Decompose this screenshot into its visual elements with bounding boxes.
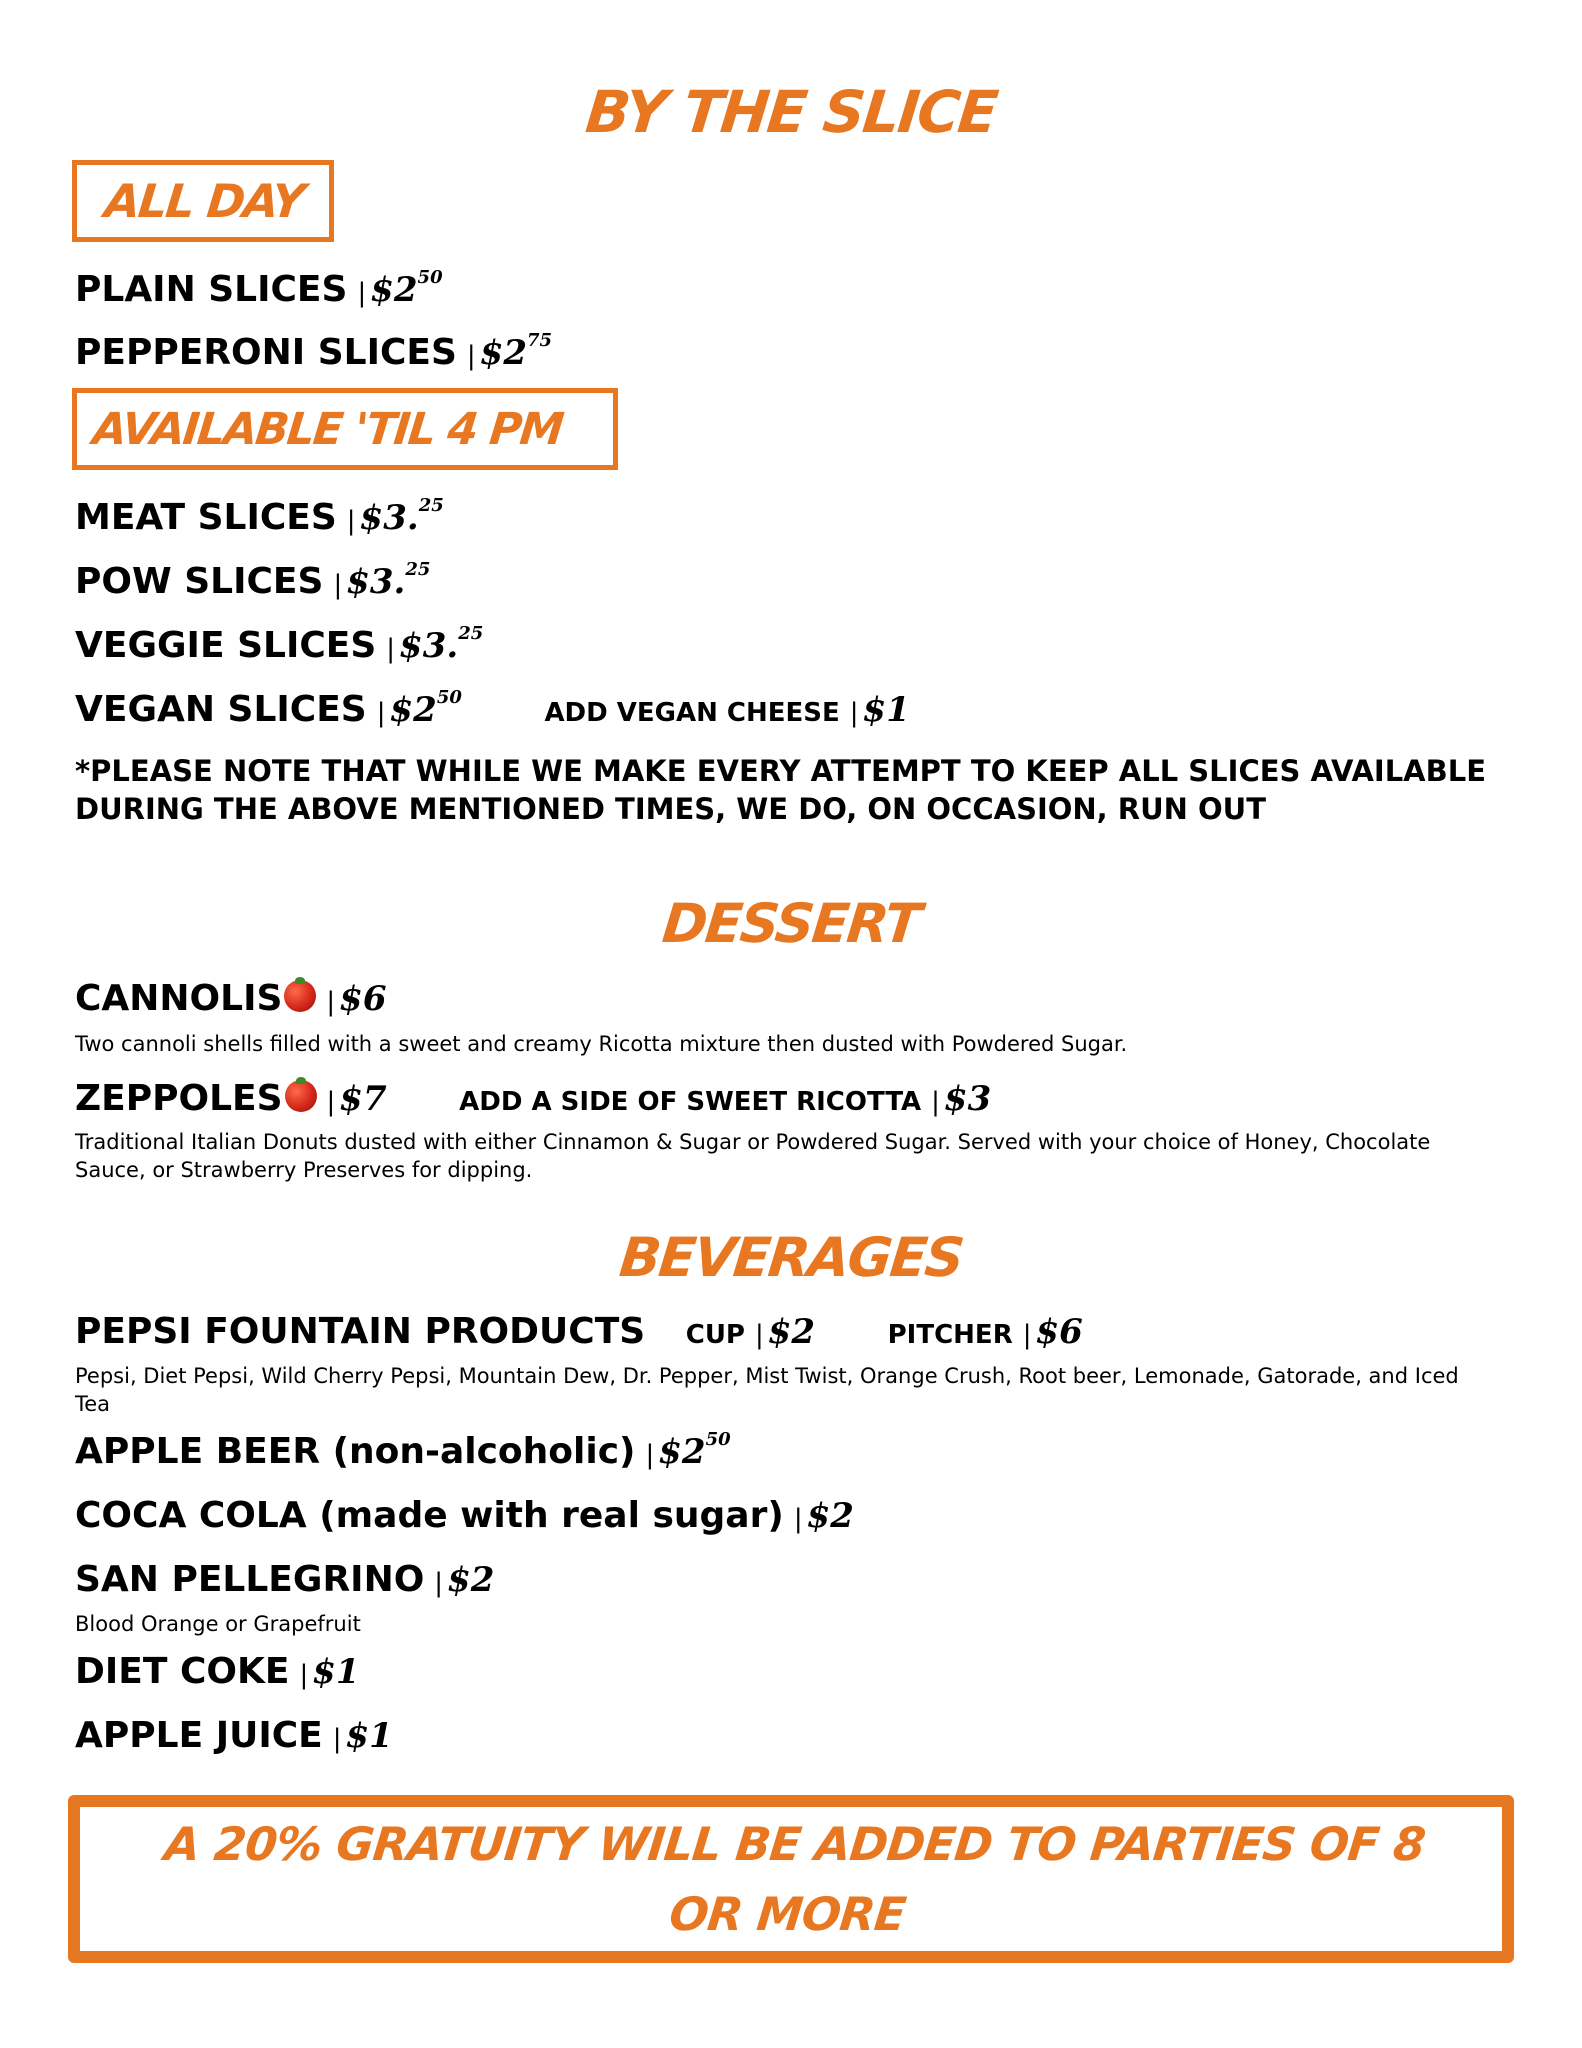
menu-item-zeppoles: ZEPPOLES | $7 ADD A SIDE OF SWEET RICOTTA | $3 [75,1078,992,1119]
addon-sweet-ricotta: ADD A SIDE OF SWEET RICOTTA | $3 [459,1079,992,1119]
addon-vegan-cheese: ADD VEGAN CHEESE | $1 [544,690,910,730]
pepsi-pitcher-price: PITCHER | $6 [887,1312,1083,1352]
san-pellegrino-description: Blood Orange or Grapefruit [75,1612,361,1636]
item-price: $1 [312,1652,360,1692]
menu-item-vegan-slices: VEGAN SLICES | $\$2^{50}$ ADD VEGAN CHEESE | $1 [75,686,910,730]
item-name: POW SLICES [75,561,324,602]
item-name: PLAIN SLICES [75,269,348,310]
menu-item-veggie-slices: VEGGIE SLICES | $3.25 [75,622,484,666]
menu-item-apple-juice: APPLE JUICE | $1 [75,1715,393,1756]
section-title-beverages: BEVERAGES [616,1226,966,1289]
menu-item-diet-coke: DIET COKE | $1 [75,1651,360,1692]
menu-item-plain-slices: PLAIN SLICES | $\$2^{50}$ [75,266,443,310]
all-day-heading-label: ALL DAY [102,174,306,228]
item-name: ZEPPOLES [75,1078,283,1119]
gratuity-notice: A 20% GRATUITY WILL BE ADDED TO PARTIES OF 8 OR MORE [161,1817,1428,1941]
menu-item-cannolis: CANNOLIS | $6 [75,978,387,1019]
item-name: PEPPERONI SLICES [75,332,457,373]
menu-item-pepperoni-slices: PEPPERONI SLICES | $\$2^{75}$ [75,329,553,373]
item-name: CANNOLIS [75,978,283,1019]
item-name: VEGAN SLICES [75,689,367,730]
item-price: $7 [339,1079,387,1119]
item-name: APPLE JUICE [75,1715,323,1756]
item-price: $3.25 [359,494,444,538]
menu-item-san-pellegrino: SAN PELLEGRINO | $2 [75,1559,495,1600]
item-price: $2 [806,1496,854,1536]
availability-note: *PLEASE NOTE THAT WHILE WE MAKE EVERY ATTEMPT TO KEEP ALL SLICES AVAILABLE DURING THE ABOVE MENTIONED TIMES, WE DO, ON OCCASION, RUN OUT [75,754,1487,826]
menu-item-pow-slices: POW SLICES | $3.25 [75,558,431,602]
tomato-icon [284,980,316,1012]
til-4pm-heading [72,388,618,470]
til-4pm-heading-label: AVAILABLE 'TIL 4 PM [90,403,565,455]
item-name: PEPSI FOUNTAIN PRODUCTS [75,1311,646,1352]
menu-item-apple-beer: APPLE BEER (non-alcoholic) | $\$2^{50}$ [75,1428,731,1472]
item-name: COCA COLA (made with real sugar) [75,1495,784,1536]
item-price: $\$2^{50}$ [658,1428,731,1472]
pepsi-cup-price: CUP | $2 [685,1312,816,1352]
tomato-icon [285,1080,317,1112]
item-name: SAN PELLEGRINO [75,1559,425,1600]
item-price: $\$2^{75}$ [479,329,553,373]
all-day-heading [72,160,334,242]
item-price: $2 [447,1560,495,1600]
item-name: MEAT SLICES [75,497,337,538]
item-name: VEGGIE SLICES [75,625,377,666]
item-name: APPLE BEER (non-alcoholic) [75,1431,636,1472]
pepsi-description: Pepsi, Diet Pepsi, Wild Cherry Pepsi, Mountain Dew, Dr. Pepper, Mist Twist, Orange Crush, Root beer, Lemonade, Gatorade, and Iced Tea [75,1364,1459,1416]
item-price: $3.25 [346,558,431,602]
item-price: $1 [345,1716,393,1756]
menu-item-pepsi-fountain [75,1311,1083,1352]
section-title-dessert: DESSERT [659,892,923,955]
item-price: $\$2^{50}$ [389,686,462,730]
zeppoles-description: Traditional Italian Donuts dusted with either Cinnamon & Sugar or Powdered Sugar. Served with your choice of Honey, Chocolate Sauce, or Strawberry Preserves for dipping. [75,1130,1431,1182]
menu-item-coca-cola: COCA COLA (made with real sugar) | $2 [75,1495,854,1536]
section-title-by-the-slice: BY THE SLICE [582,78,1000,146]
menu-item-meat-slices: MEAT SLICES | $3.25 [75,494,444,538]
cannolis-description: Two cannoli shells filled with a sweet and creamy Ricotta mixture then dusted with Powdered Sugar. [75,1032,1128,1056]
item-price: $\$2^{50}$ [370,266,443,310]
gratuity-notice-box [68,1795,1514,1963]
item-price: $6 [339,979,387,1019]
item-price: $3.25 [399,622,484,666]
item-name: DIET COKE [75,1651,290,1692]
